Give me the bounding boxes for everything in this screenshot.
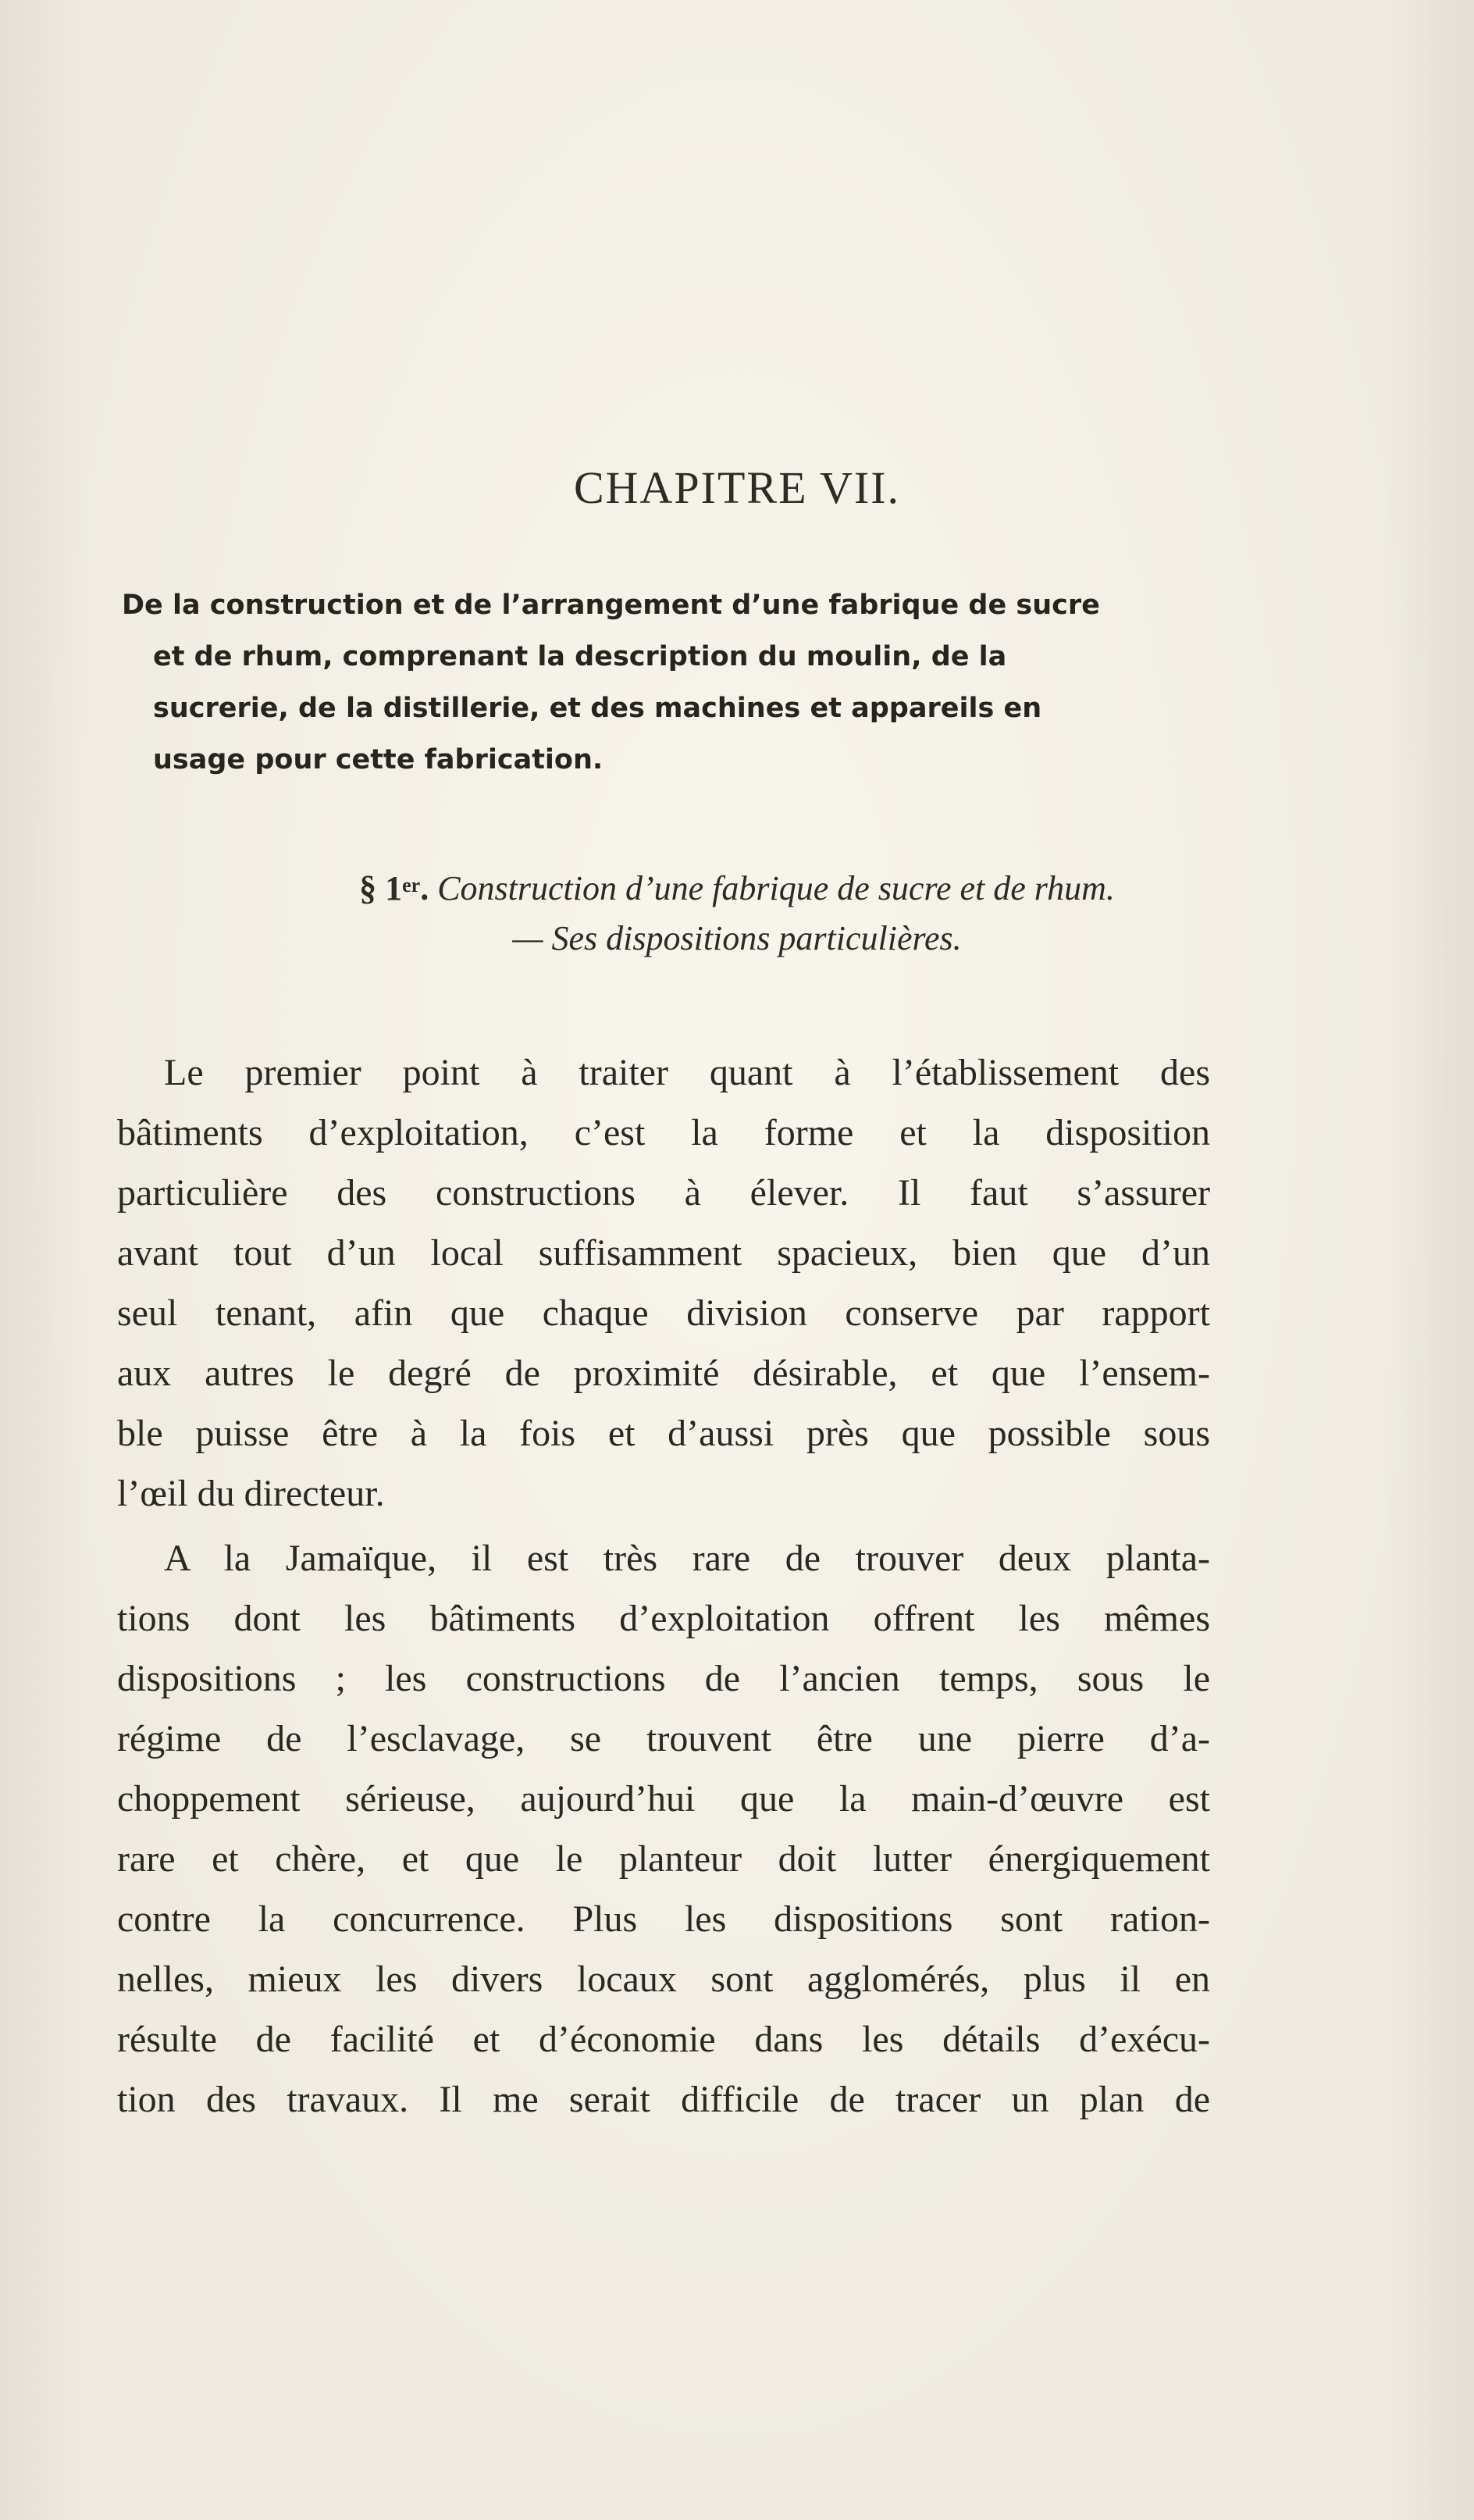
text-line: tions dont les bâtiments d’exploitation offrent les mêmes: [117, 1598, 1210, 1639]
text-line: ble puisse être à la fois et d’aussi près que possible sous: [117, 1413, 1210, 1454]
section-number: § 1: [359, 869, 403, 907]
text-line: particulière des constructions à élever. Il faut s’assurer: [117, 1172, 1210, 1214]
summary-line: et de rhum, comprenant la description du moulin, de la: [153, 641, 1007, 672]
text-line: bâtiments d’exploitation, c’est la forme et la disposition: [117, 1112, 1210, 1153]
body-text: [117, 1043, 1210, 2130]
section-number-dot: .: [420, 869, 429, 907]
summary-line: usage pour cette fabrication.: [153, 744, 603, 775]
text-line: nelles, mieux les divers locaux sont agglomérés, plus il en: [117, 1959, 1210, 2000]
text-line: tion des travaux. Il me serait difficile de tracer un plan de: [117, 2079, 1210, 2120]
summary-line: sucrerie, de la distillerie, et des machines et appareils en: [153, 693, 1042, 724]
summary-line: De la construction et de l’arrangement d’une fabrique de sucre: [122, 590, 1100, 621]
text-line: choppement sérieuse, aujourd’hui que la main-d’œuvre est: [117, 1778, 1210, 1820]
text-line: seul tenant, afin que chaque division conserve par rapport: [117, 1292, 1210, 1334]
chapter-title: CHAPITRE VII.: [573, 462, 901, 513]
section-title-part-2: — Ses dispositions particulières.: [512, 919, 962, 957]
chapter-summary: [122, 579, 1254, 786]
text-line: Le premier point à traiter quant à l’établissement des: [164, 1052, 1210, 1093]
text-line: A la Jamaïque, il est très rare de trouver deux planta-: [164, 1538, 1210, 1579]
text-line: résulte de facilité et d’économie dans les détails d’exécu-: [117, 2019, 1210, 2060]
text-line: l’œil du directeur.: [117, 1473, 385, 1514]
paragraph: [117, 1528, 1210, 2130]
section-heading-line-1: [0, 864, 1474, 914]
text-line: dispositions ; les constructions de l’ancien temps, sous le: [117, 1658, 1210, 1699]
paragraph: [117, 1043, 1210, 1524]
section-heading: [0, 864, 1474, 964]
text-line: aux autres le degré de proximité désirable, et que l’ensem-: [117, 1353, 1210, 1394]
text-line: avant tout d’un local suffisamment spacieux, bien que d’un: [117, 1232, 1210, 1274]
section-title-part-1: Construction d’une fabrique de sucre et de rhum.: [429, 869, 1115, 907]
section-number-superscript: er: [402, 874, 421, 896]
text-line: contre la concurrence. Plus les dispositions sont ration-: [117, 1898, 1210, 1940]
text-line: rare et chère, et que le planteur doit lutter énergiquement: [117, 1838, 1210, 1880]
text-line: régime de l’esclavage, se trouvent être une pierre d’a-: [117, 1718, 1210, 1759]
